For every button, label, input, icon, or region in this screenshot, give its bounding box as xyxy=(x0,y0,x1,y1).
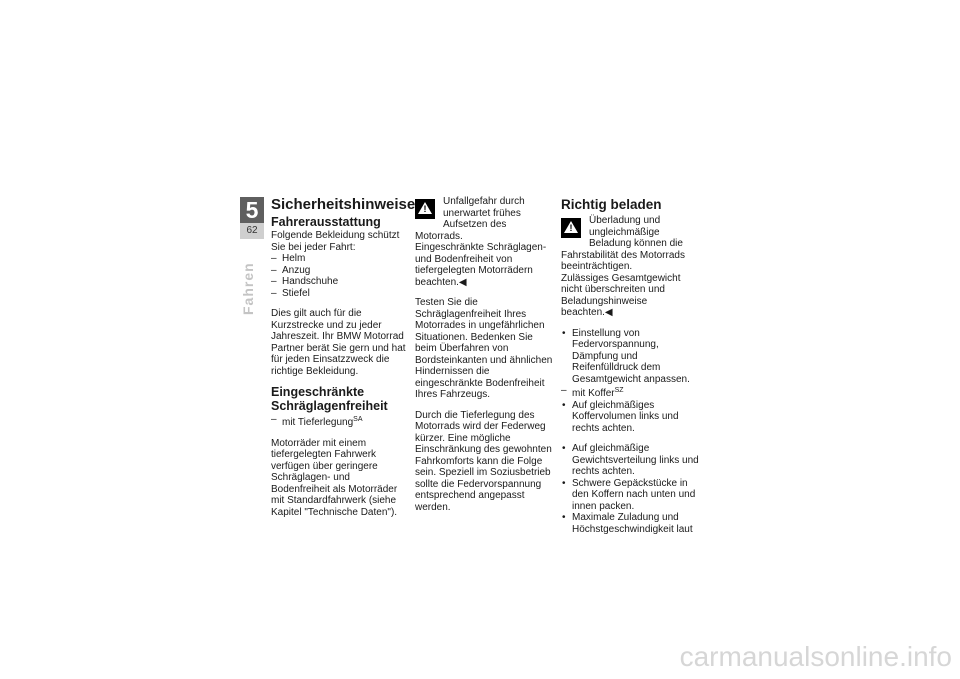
section-label-text: Fahren xyxy=(240,262,256,315)
watermark: carmanualsonline.info xyxy=(679,641,952,672)
list-item: – Anzug xyxy=(271,265,409,277)
page-title: Sicherheitshinweise xyxy=(271,196,416,213)
column-1 xyxy=(271,196,416,518)
option-code: SA xyxy=(353,416,363,423)
paragraph: Motorräder mit einem tiefergelegten Fahrwerk verfügen über geringere Schräglagen- und Bodenfreiheit als Motorräder mit Standardfahrwerk (siehe Kapitel "Technische Daten"). xyxy=(271,437,398,518)
chapter-tab xyxy=(240,197,264,239)
paragraph: Dies gilt auch für die Kurzstrecke und zu jeder Jahreszeit. Ihr BMW Motorrad Partner berät Sie gern und hat für jeden Einsatzzweck die richtige Bekleidung. xyxy=(271,308,406,377)
list-item: – Stiefel xyxy=(271,288,409,300)
option-item xyxy=(271,414,409,429)
list-item: • Einstellung von Federvorspannung, Dämpfung und Reifenfülldruck dem Gesamtgewicht anpassen. xyxy=(561,328,699,386)
paragraph: Testen Sie die Schräglagenfreiheit Ihres Motorrades in ungefährlichen Situationen. Bedenken Sie beim Überfahren von Bordsteinkanten und ähnlichen Hindernissen die eingeschränkte Bodenfreiheit Ihres Fahrzeugs. xyxy=(415,297,553,400)
intro-text: Folgende Bekleidung schützt Sie bei jeder Fahrt: xyxy=(271,230,400,253)
list-item: • Auf gleichmäßige Gewichtsverteilung links und rechts achten. xyxy=(561,443,699,478)
list-item: • Auf gleichmäßiges Koffervolumen links und rechts achten. xyxy=(561,400,699,435)
list-item: • Schwere Gepäckstücke in den Koffern nach unten und innen packen. xyxy=(561,478,699,513)
option-item xyxy=(561,385,699,400)
warning-block xyxy=(415,196,553,288)
warning-text: Überladung und ungleichmäßige Beladung können die Fahrstabilität des Motorrads beeinträchtigen. xyxy=(561,215,685,272)
column-3 xyxy=(561,196,699,535)
subheading-schraeglagenfreiheit: Eingeschränkte Schräglagenfreiheit xyxy=(271,385,388,413)
warning-block xyxy=(561,215,699,319)
warning-text-2: Eingeschränkte Schräglagen- und Bodenfreiheit von tiefergelegten Motorrädern beachten.◀ xyxy=(415,242,547,288)
chapter-number: 5 xyxy=(240,197,264,223)
warning-icon xyxy=(561,218,581,238)
section-title: Richtig beladen xyxy=(561,197,662,212)
subheading-fahrerausstattung: Fahrerausstattung xyxy=(271,215,381,229)
list-item: – Helm xyxy=(271,253,409,265)
warning-text-2: Zulässiges Gesamtgewicht nicht überschreiten und Beladungshinweise beachten.◀ xyxy=(561,272,681,318)
option-code: SZ xyxy=(614,387,624,394)
warning-icon xyxy=(415,199,435,219)
option-text: mit Koffer xyxy=(572,388,615,399)
list-item: – Handschuhe xyxy=(271,276,409,288)
page-number: 62 xyxy=(240,223,264,239)
option-text: mit Tieferlegung xyxy=(282,417,354,428)
list-item: • Maximale Zuladung und Höchstgeschwindigkeit laut xyxy=(561,512,699,535)
paragraph: Durch die Tieferlegung des Motorrads wird der Federweg kürzer. Eine mögliche Einschränkung des gewohnten Fahrkomforts kann die Folge sein. Speziell im Soziusbetrieb sollte die Federvorspannung entsprechend angepasst werden. xyxy=(415,409,552,513)
warning-text: Unfallgefahr durch unerwartet frühes Aufsetzen des Motorrads. xyxy=(415,196,525,242)
column-2 xyxy=(415,196,553,513)
